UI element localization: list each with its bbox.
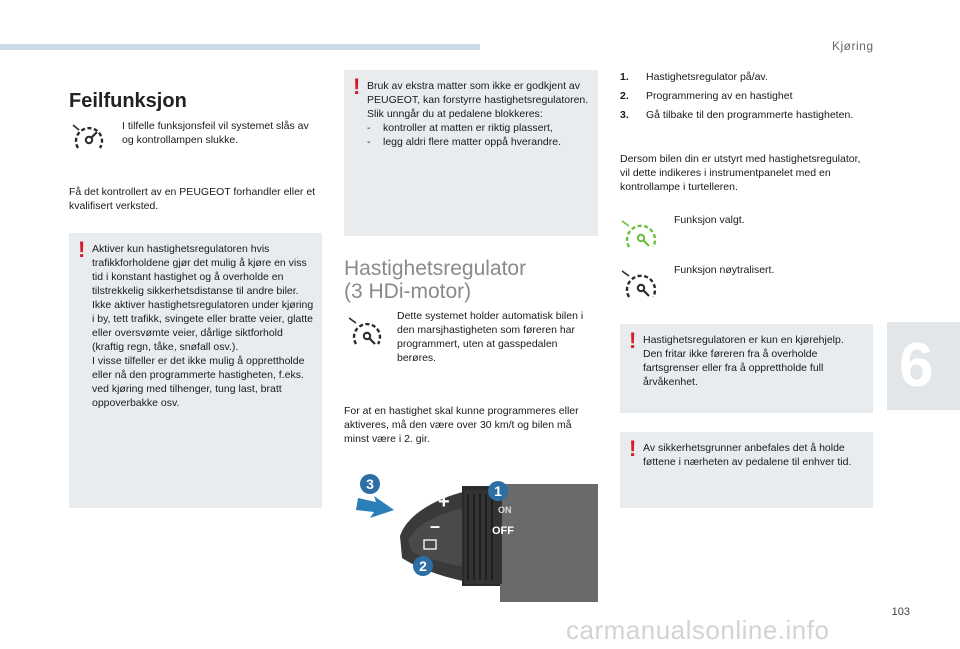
callout-2: 2 xyxy=(419,558,427,574)
list-text: Programmering av en hastighet xyxy=(646,90,793,102)
function-list xyxy=(620,70,872,127)
function-selected-icon xyxy=(620,218,662,254)
fault-warning-line: I visse tilfeller er det ikke mulig å opprettholde eller nå den programmerte hastigheten, f.eks. ved kjøring med tilhenger, tung last, bratt oppoverbakke osv. xyxy=(92,355,305,409)
top-color-bar xyxy=(0,44,480,50)
callout-3: 3 xyxy=(366,476,374,492)
mats-warning-item: - kontroller at matten er riktig plassert, xyxy=(367,121,590,135)
fault-warning-text xyxy=(92,242,314,410)
display-text: Dersom bilen din er utstyrt med hastighetsregulator, vil dette indikeres i instrumentpanelet med en kontrollampe i turtelleren. xyxy=(620,153,861,193)
list-text: Hastighetsregulator på/av. xyxy=(646,71,768,83)
callout-1: 1 xyxy=(494,483,502,499)
feilfunksjon-title: Feilfunksjon xyxy=(69,90,187,112)
push-arrow-icon xyxy=(356,496,394,518)
list-item xyxy=(620,108,872,122)
fault-warning-line: Aktiver kun hastighetsregulatoren hvis trafikkforholdene gjør det mulig å kjøre en viss tid i konstant hastighet og å overholde en tilstrekkelig sikkerhetsdistanse til andre biler. xyxy=(92,243,307,297)
warning-mark-icon: ! xyxy=(629,436,637,461)
list-text: Gå tilbake til den programmerte hastigheten. xyxy=(646,109,854,121)
driving-aid-warning-box xyxy=(620,324,873,413)
driving-aid-warning-text: Hastighetsregulatoren er kun en kjørehjelp. Den fritar ikke føreren fra å overholde fartsgrenser eller fra å opprettholde full årvåkenhet. xyxy=(643,334,844,388)
mats-warning-item: - legg aldri flere matter oppå hverandre. xyxy=(367,135,590,149)
warning-mark-icon: ! xyxy=(353,74,361,99)
selected-text: Funksjon valgt. xyxy=(674,214,745,226)
plus-label: + xyxy=(438,491,450,513)
warning-mark-icon: ! xyxy=(629,328,637,353)
fault-warning-box xyxy=(69,233,322,508)
cruise-title-line1: Hastighetsregulator xyxy=(344,257,527,280)
cruise-stalk-illustration xyxy=(350,466,598,602)
safety-warning-text: Av sikkerhetsgrunner anbefales det å holde føttene i nærheten av pedalene til enhver tid. xyxy=(643,442,852,468)
list-item xyxy=(620,89,872,103)
chapter-tab xyxy=(887,322,960,410)
minus-label: – xyxy=(430,516,441,536)
mats-warning-line: Slik unngår du at pedalene blokkeres: xyxy=(367,108,543,120)
watermark: carmanualsonline.info xyxy=(566,615,830,645)
cruise-activation-text: For at en hastighet skal kunne programmeres eller aktiveres, må den være over 30 km/t og bilen må minst være i 2. gir. xyxy=(344,405,579,445)
page-number: 103 xyxy=(891,606,910,618)
mats-warning-line: Bruk av ekstra matter som ikke er godkjent av PEUGEOT, kan forstyrre hastighetsregulatoren. xyxy=(367,80,589,106)
fault-check-text: Få det kontrollert av en PEUGEOT forhandler eller et kvalifisert verksted. xyxy=(69,186,316,212)
neutral-text: Funksjon nøytralisert. xyxy=(674,264,775,276)
cruise-title xyxy=(344,257,526,303)
safety-warning-box xyxy=(620,432,873,508)
on-label: ON xyxy=(498,505,512,515)
list-number: 1. xyxy=(620,71,629,83)
list-number: 3. xyxy=(620,109,629,121)
chapter-number: 6 xyxy=(899,331,934,400)
list-number: 2. xyxy=(620,90,629,102)
fault-icon-text: I tilfelle funksjonsfeil vil systemet slås av og kontrollampen slukke. xyxy=(122,120,309,146)
fault-warning-line: Ikke aktiver hastighetsregulatoren under kjøring i by, tett trafikk, svingete eller bratte veier, glatte eller oversvømte veier, dårlige siktforhold (kraftig regn, tåke, snøfall osv.). xyxy=(92,299,314,353)
function-neutral-icon xyxy=(620,268,662,304)
off-label: OFF xyxy=(492,525,514,537)
mats-warning-text xyxy=(367,79,590,149)
cruise-icon-text: Dette systemet holder automatisk bilen i den marsjhastigheten som føreren har programmert, uten at gasspedalen berøres. xyxy=(397,310,584,364)
mats-warning-box xyxy=(344,70,598,236)
cruise-title-line2: (3 HDi-motor) xyxy=(344,280,472,303)
warning-mark-icon: ! xyxy=(78,237,86,262)
cruise-control-speedometer-icon xyxy=(346,314,386,352)
list-item xyxy=(620,70,872,84)
speedometer-fault-icon xyxy=(72,122,106,156)
chapter-title: Kjøring xyxy=(832,39,874,53)
